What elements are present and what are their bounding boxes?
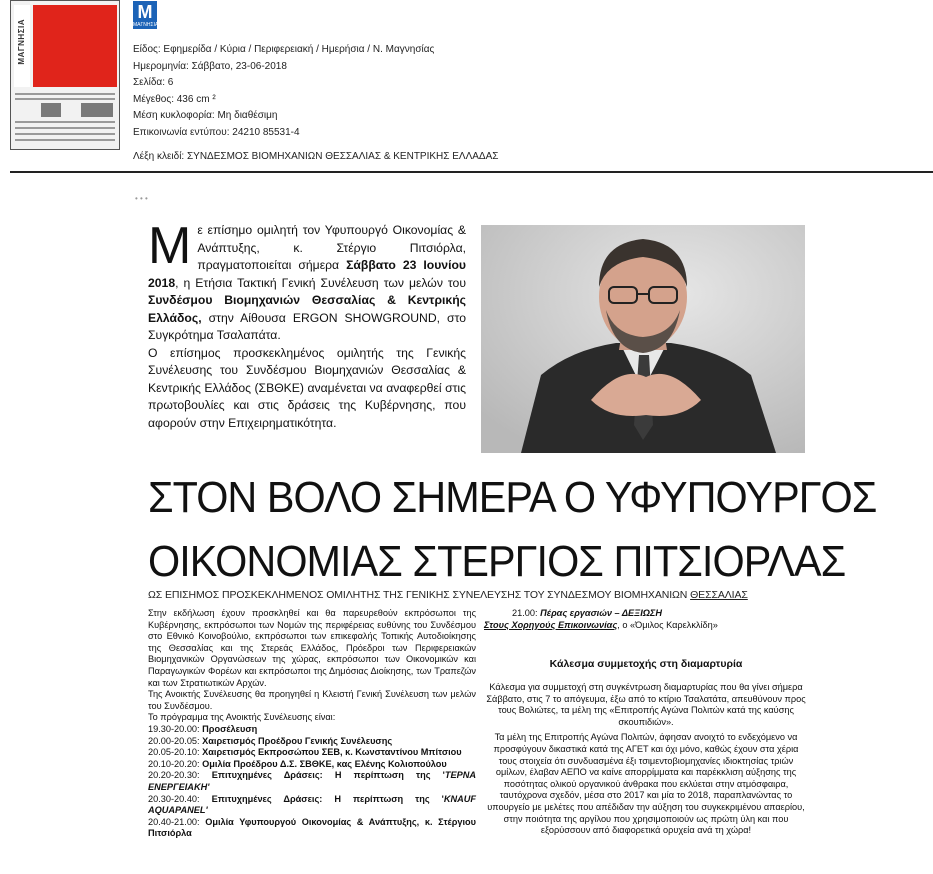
body-paragraph: Στην εκδήλωση έχουν προσκληθεί και θα παρευρεθούν εκπρόσωποι της Κυβέρνησης, εκπρόσωποι των Νομών της περιφέρειας ευθύνης του Συνδέσμου στο Εθνικό Κοινοβούλιο, εκπρόσωποι των επικεφαλής Τοπικής Αυτοδιοίκησης της Θεσσαλίας και της Στερεάς Ελλάδος, Πρόεδροι των Περιφερειακών Βιομηχανικών Οργανώσεων της χώρας, εκπρόσωποι των Οικονομικών και Παραγωγικών Φορέων και εκπρόσωποι της Δημόσιας Διοίκησης, των Τραπεζών και των Στρατιωτικών Αρχών. xyxy=(148,608,476,688)
header-divider xyxy=(10,171,933,173)
protest-paragraph: Κάλεσμα για συμμετοχή στη συγκέντρωση διαμαρτυρίας που θα γίνει σήμερα Σάββατο, στις 7 το απόγευμα, έξω από το κτίριο Τσαλατάτα, απευθύνουν προς τους Βολιώτες, τα μέλη της «Επιτροπής Αγώνα Πολιτών κατά της καύσης σκουπιδιών». xyxy=(486,682,806,727)
protest-paragraph: Τα μέλη της Επιτροπής Αγώνα Πολιτών, άφησαν ανοιχτό το ενδεχόμενο να προσφύγουν δικαστικά κατά της ΑΓΕΤ και όχι μόνο, καθώς έχουν στα χέρια τους στοιχεία ότι συνδυασμένα έξι τσιμεντοβιομηχανίες ιδιοκτησίας τριών ομίλων, έλαβαν ΑΕΠΟ να καίνε απορρίμματα και παρέκκλιση αύξησης της ποσότητας ολικού οργανικού άνθρακα που εκλύεται στην ατμόσφαιρα, ταυτόχρονα σχεδόν, μέσα στο 2017 και μία το 2018, παραπλανώντας το υπουργείο με μελέτες που απέδιδαν την αύξηση του συγκεκριμένου απαερίου, στην ποιότητα της αργίλου που χρησιμοποιούν ως πρώτη ύλη και που εξορύσσουν από διαφορετικά ορυχεία ανά τη χώρα! xyxy=(487,732,805,836)
lead-paragraph-2: Ο επίσημος προσκεκλημένος ομιλητής της Γενικής Συνέλευσης του Συνδέσμου Βιομηχανιών Θεσσαλίας & Κεντρικής Ελλάδος (ΣΒΘΚΕ) αναμένεται να αναφερθεί στις πρωτοβουλίες και στις δράσεις της Κυβέρνησης, που αφορούν στην Επιχειρηματικότητα. xyxy=(148,345,466,430)
meta-date: Ημερομηνία: Σάββατο, 23-06-2018 xyxy=(133,60,287,72)
schedule-item: 20.05-20.10: Χαιρετισμός Εκπροσώπου ΣΕΒ, κ. Κωνσταντίνου Μπίτσιου xyxy=(148,747,462,758)
body-paragraph: Της Ανοικτής Συνέλευσης θα προηγηθεί η Κλειστή Γενική Συνέλευση των μελών του Συνδέσμου. xyxy=(148,689,476,711)
headline-line-1: ΣΤΟΝ ΒΟΛΟ ΣΗΜΕΡΑ Ο ΥΦΥΠΟΥΡΓΟΣ xyxy=(148,473,877,522)
article-subheading: ΩΣ ΕΠΙΣΗΜΟΣ ΠΡΟΣΚΕΚΛΗΜΕΝΟΣ ΟΜΙΛΗΤΗΣ ΤΗΣ ΓΕΝΙΚΗΣ ΣΥΝΕΛΕΥΣΗΣ ΤΟΥ ΣΥΝΔΕΣΜΟΥ ΒΙΟΜΗΧΑΝΙΩΝ ΘΕΣΣΑΛΙΑΣ xyxy=(148,589,748,601)
headline-line-2: ΟΙΚΟΝΟΜΙΑΣ ΣΤΕΡΓΙΟΣ ΠΙΤΣΙΟΡΛΑΣ xyxy=(148,537,846,586)
meta-size: Μέγεθος: 436 cm ² xyxy=(133,93,216,105)
thumbnail-text-line xyxy=(15,93,115,95)
page-thumbnail[interactable] xyxy=(10,0,120,150)
article-headline xyxy=(148,470,877,590)
schedule-item: 20.00-20.05: Χαιρετισμός Προέδρου Γενικής Συνέλευσης xyxy=(148,735,393,746)
article-photo xyxy=(481,225,805,453)
protest-box-text xyxy=(484,682,808,841)
schedule-item: 19.30-20.00: Προσέλευση xyxy=(148,723,258,734)
thumbnail-text-line xyxy=(15,133,115,135)
body-paragraph: Το πρόγραμμα της Ανοικτής Συνέλευσης είναι: xyxy=(148,712,336,723)
thumbnail-text-line xyxy=(15,127,115,129)
keyword-line: Λέξη κλειδί: ΣΥΝΔΕΣΜΟΣ ΒΙΟΜΗΧΑΝΙΩΝ ΘΕΣΣΑΛΙΑΣ & ΚΕΝΤΡΙΚΗΣ ΕΛΛΑΔΑΣ xyxy=(133,151,499,162)
meta-page: Σελίδα: 6 xyxy=(133,77,174,88)
sponsors-line: Στους Χορηγούς Επικοινωνίας, ο «Όμιλος Καρελκλίδη» xyxy=(484,619,718,630)
schedule-item: 20.30-20.40: Επιτυχημένες Δράσεις: Η περίπτωση της 'KNAUF AQUAPANEL' xyxy=(148,793,476,816)
article-body-column-1 xyxy=(148,608,476,840)
thumbnail-side-label: ΜΑΓΝΗΣΙΑ xyxy=(14,5,30,87)
schedule-item: 20.20-20.30: Επιτυχημένες Δράσεις: Η περίπτωση της 'ΤΕΡΝΑ ΕΝΕΡΓΕΙΑΚΗ' xyxy=(148,770,476,792)
lead-paragraph-1: ε επίσημο ομιλητή τον Υφυπουργό Οικονομίας & Ανάπτυξης, κ. Στέργιο Πιτσιόρλα, πραγματοποιείται σήμερα Σάββατο 23 Ιουνίου 2018, η Ετήσια Τακτική Γενική Συνέλευση των μελών του Συνδέσμου Βιομηχανιών Θεσσαλίας & Κεντρικής Ελλάδος, στην Αίθουσα ERGON SHOWGROUND, στο Συγκρότημα Τσαλαπάτα. xyxy=(148,223,466,342)
thumbnail-text-line xyxy=(15,121,115,123)
article-lead xyxy=(148,217,466,432)
thumbnail-red-block xyxy=(33,5,117,87)
publication-logo: M ΜΑΓΝΗΣΙΑ xyxy=(133,2,159,28)
thumbnail-text-line xyxy=(15,98,115,100)
publication-metadata xyxy=(133,42,434,141)
schedule-item: 20.10-20.20: Ομιλία Προέδρου Δ.Σ. ΣΒΘΚΕ, κας Ελένης Κολιοπούλου xyxy=(148,758,447,769)
schedule-item: 20.40-21.00: Ομιλία Υφυπουργού Οικονομίας & Ανάπτυξης, κ. Στέργιου Πιτσιόρλα xyxy=(148,816,476,839)
event-schedule xyxy=(148,724,476,840)
thumbnail-image xyxy=(41,103,61,117)
thumbnail-text-line xyxy=(15,139,115,141)
meta-circulation: Μέση κυκλοφορία: Μη διαθέσιμη xyxy=(133,110,278,121)
portrait-illustration xyxy=(481,225,805,453)
schedule-end: 21.00: Πέρας εργασιών – ΔΕΞΙΩΣΗ xyxy=(512,608,662,618)
meta-contact: Επικοινωνία εντύπου: 24210 85531-4 xyxy=(133,126,300,138)
protest-box-title: Κάλεσμα συμμετοχής στη διαμαρτυρία xyxy=(549,658,743,670)
drop-cap: Μ xyxy=(148,217,192,275)
meta-type: Είδος: Εφημερίδα / Κύρια / Περιφερειακή / Ημερήσια / Ν. Μαγνησίας xyxy=(133,44,435,55)
thumbnail-image xyxy=(81,103,113,117)
margin-marks: • • • xyxy=(135,194,148,203)
article-body-column-2 xyxy=(484,608,808,631)
